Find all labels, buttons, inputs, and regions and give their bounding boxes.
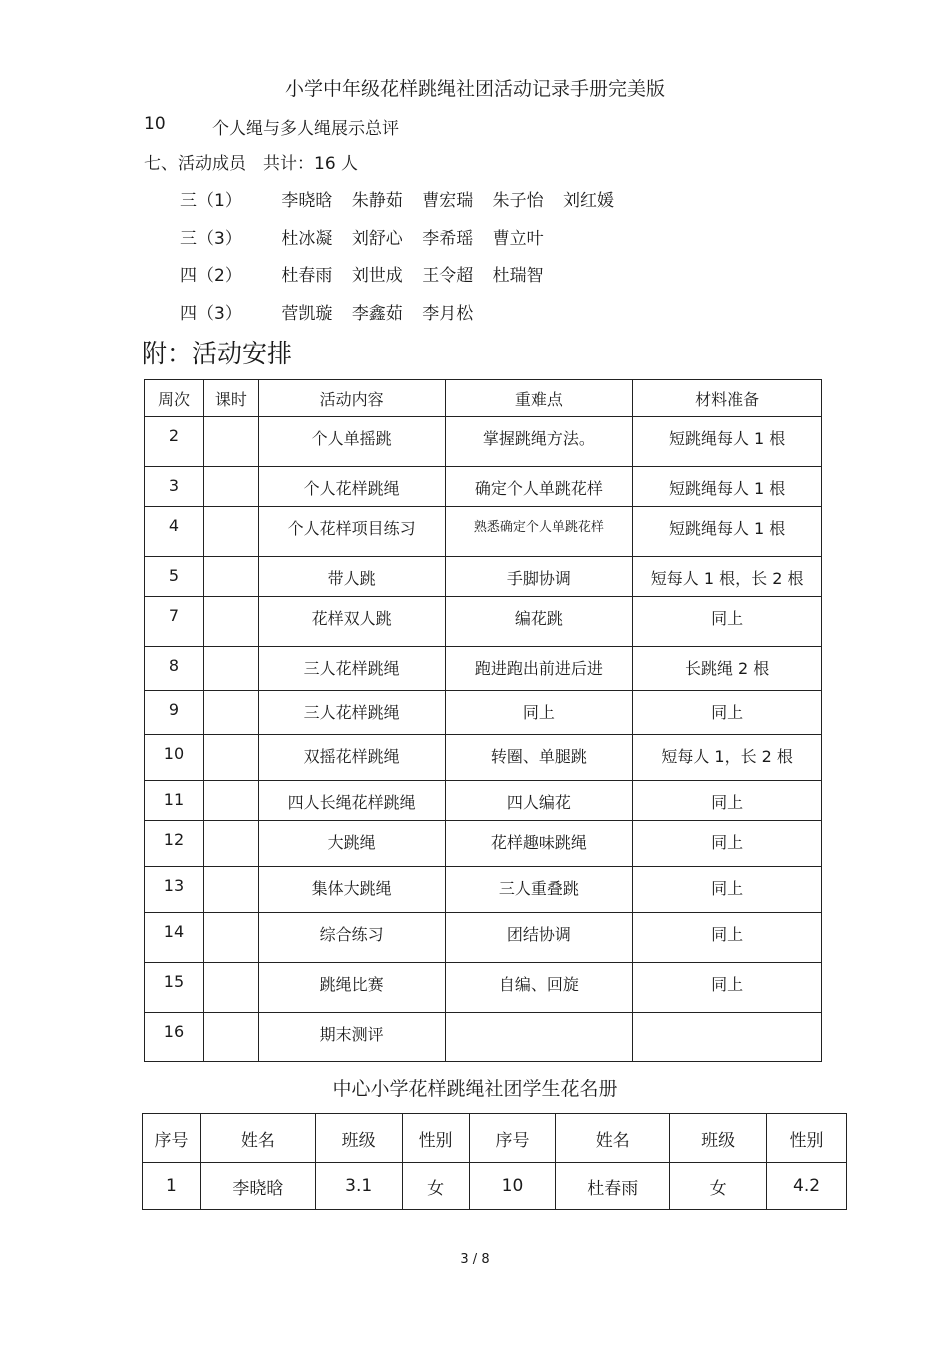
table-cell: 同上	[633, 867, 822, 913]
table-cell	[203, 913, 258, 963]
column-header: 性别	[767, 1114, 847, 1163]
column-header: 姓名	[200, 1114, 315, 1163]
table-cell: 11	[145, 781, 204, 821]
table-cell: 三人花样跳绳	[258, 691, 445, 735]
table-cell: 短跳绳每人 1 根	[633, 507, 822, 557]
table-row	[143, 1163, 847, 1210]
member-name: 菅凯璇	[281, 304, 333, 324]
table-cell: 三人重叠跳	[445, 867, 633, 913]
table-row	[145, 913, 822, 963]
table-cell: 短每人 1 根，长 2 根	[633, 557, 822, 597]
table-cell: 长跳绳 2 根	[633, 647, 822, 691]
table-row	[145, 647, 822, 691]
members-heading: 七、活动成员 共计：16 人	[144, 154, 359, 174]
table-cell: 同上	[633, 781, 822, 821]
column-header: 活动内容	[258, 380, 445, 417]
table-cell: 四人长绳花样跳绳	[258, 781, 445, 821]
table-cell: 转圈、单腿跳	[445, 735, 633, 781]
member-name: 李希瑶	[422, 229, 474, 249]
table-cell: 期末测评	[258, 1013, 445, 1062]
table-row	[145, 1013, 822, 1062]
table-cell: 个人花样跳绳	[258, 467, 445, 507]
table-cell: 双摇花样跳绳	[258, 735, 445, 781]
table-cell: 同上	[445, 691, 633, 735]
table-cell	[203, 867, 258, 913]
table-cell: 花样双人跳	[258, 597, 445, 647]
member-name: 朱子怡	[492, 191, 544, 211]
table-cell	[203, 691, 258, 735]
table-cell: 短每人 1，长 2 根	[633, 735, 822, 781]
member-name: 刘红媛	[563, 191, 615, 211]
column-header: 序号	[143, 1114, 201, 1163]
member-name: 曹宏瑞	[422, 191, 474, 211]
table-cell	[203, 735, 258, 781]
table-cell: 女	[670, 1163, 767, 1210]
roster-title: 中心小学花样跳绳社团学生花名册	[332, 1078, 618, 1100]
table-cell: 跑进跑出前进后进	[445, 647, 633, 691]
table-cell: 同上	[633, 963, 822, 1013]
table-cell	[203, 417, 258, 467]
table-cell: 同上	[633, 913, 822, 963]
column-header: 材料准备	[633, 380, 822, 417]
member-group	[180, 224, 558, 249]
column-header: 班级	[315, 1114, 402, 1163]
table-cell	[203, 647, 258, 691]
table-cell: 7	[145, 597, 204, 647]
item-number: 10	[144, 114, 166, 134]
column-header: 重难点	[445, 380, 633, 417]
member-class: 四（3）	[180, 304, 242, 324]
page-number: 3 / 8	[460, 1252, 490, 1267]
table-cell: 12	[145, 821, 204, 867]
column-header: 课时	[203, 380, 258, 417]
member-class: 四（2）	[180, 266, 242, 286]
table-row	[145, 867, 822, 913]
table-row	[145, 735, 822, 781]
table-row	[145, 963, 822, 1013]
table-cell: 4	[145, 507, 204, 557]
table-cell: 短跳绳每人 1 根	[633, 417, 822, 467]
table-cell: 9	[145, 691, 204, 735]
roster-header-row	[143, 1114, 847, 1163]
member-class: 三（3）	[180, 229, 242, 249]
member-name: 杜冰凝	[281, 229, 333, 249]
member-name: 杜瑞智	[492, 266, 544, 286]
table-cell: 5	[145, 557, 204, 597]
table-cell: 个人单摇跳	[258, 417, 445, 467]
appendix-title: 附：活动安排	[142, 339, 293, 368]
member-class: 三（1）	[180, 191, 242, 211]
member-name: 刘舒心	[351, 229, 403, 249]
table-cell: 编花跳	[445, 597, 633, 647]
table-row	[145, 821, 822, 867]
member-name: 王令超	[422, 266, 474, 286]
table-cell: 跳绳比赛	[258, 963, 445, 1013]
schedule-header-row	[145, 380, 822, 417]
table-cell: 手脚协调	[445, 557, 633, 597]
table-cell	[203, 781, 258, 821]
table-cell: 大跳绳	[258, 821, 445, 867]
member-name: 刘世成	[351, 266, 403, 286]
item-text: 个人绳与多人绳展示总评	[212, 119, 399, 139]
table-row	[145, 417, 822, 467]
table-cell: 14	[145, 913, 204, 963]
table-cell	[203, 467, 258, 507]
column-header: 性别	[402, 1114, 469, 1163]
table-cell: 同上	[633, 821, 822, 867]
table-cell: 同上	[633, 597, 822, 647]
table-cell	[203, 597, 258, 647]
schedule-table	[144, 379, 822, 1062]
table-cell: 10	[469, 1163, 556, 1210]
table-cell: 8	[145, 647, 204, 691]
member-group	[180, 186, 628, 211]
member-name: 朱静茹	[351, 191, 403, 211]
table-cell: 三人花样跳绳	[258, 647, 445, 691]
table-cell	[203, 963, 258, 1013]
table-cell	[445, 1013, 633, 1062]
column-header: 班级	[670, 1114, 767, 1163]
table-cell: 集体大跳绳	[258, 867, 445, 913]
table-cell: 2	[145, 417, 204, 467]
table-row	[145, 597, 822, 647]
table-cell: 16	[145, 1013, 204, 1062]
table-row	[145, 691, 822, 735]
table-cell	[203, 557, 258, 597]
table-cell	[203, 1013, 258, 1062]
member-group	[180, 299, 487, 324]
table-row	[145, 781, 822, 821]
table-cell: 13	[145, 867, 204, 913]
table-cell: 15	[145, 963, 204, 1013]
table-cell: 10	[145, 735, 204, 781]
member-name: 杜春雨	[281, 266, 333, 286]
table-cell: 自编、回旋	[445, 963, 633, 1013]
member-group	[180, 261, 558, 286]
table-cell: 女	[402, 1163, 469, 1210]
table-cell: 熟悉确定个人单跳花样	[445, 507, 633, 557]
table-row	[145, 557, 822, 597]
table-cell: 杜春雨	[556, 1163, 670, 1210]
table-cell	[203, 507, 258, 557]
table-row	[145, 507, 822, 557]
table-cell: 同上	[633, 691, 822, 735]
table-cell: 带人跳	[258, 557, 445, 597]
table-cell: 3	[145, 467, 204, 507]
table-row	[145, 467, 822, 507]
column-header: 周次	[145, 380, 204, 417]
table-cell: 确定个人单跳花样	[445, 467, 633, 507]
member-name: 曹立叶	[492, 229, 544, 249]
roster-table	[142, 1113, 847, 1210]
table-cell: 个人花样项目练习	[258, 507, 445, 557]
member-name: 李晓晗	[281, 191, 333, 211]
table-cell: 综合练习	[258, 913, 445, 963]
table-cell	[203, 821, 258, 867]
table-cell: 1	[143, 1163, 201, 1210]
column-header: 序号	[469, 1114, 556, 1163]
table-cell: 掌握跳绳方法。	[445, 417, 633, 467]
member-name: 李月松	[422, 304, 474, 324]
table-cell: 花样趣味跳绳	[445, 821, 633, 867]
table-cell: 李晓晗	[200, 1163, 315, 1210]
member-name: 李鑫茹	[351, 304, 403, 324]
table-cell: 短跳绳每人 1 根	[633, 467, 822, 507]
table-cell: 3.1	[315, 1163, 402, 1210]
table-cell: 4.2	[767, 1163, 847, 1210]
table-cell: 四人编花	[445, 781, 633, 821]
table-cell	[633, 1013, 822, 1062]
column-header: 姓名	[556, 1114, 670, 1163]
table-cell: 团结协调	[445, 913, 633, 963]
document-title: 小学中年级花样跳绳社团活动记录手册完美版	[284, 78, 665, 100]
